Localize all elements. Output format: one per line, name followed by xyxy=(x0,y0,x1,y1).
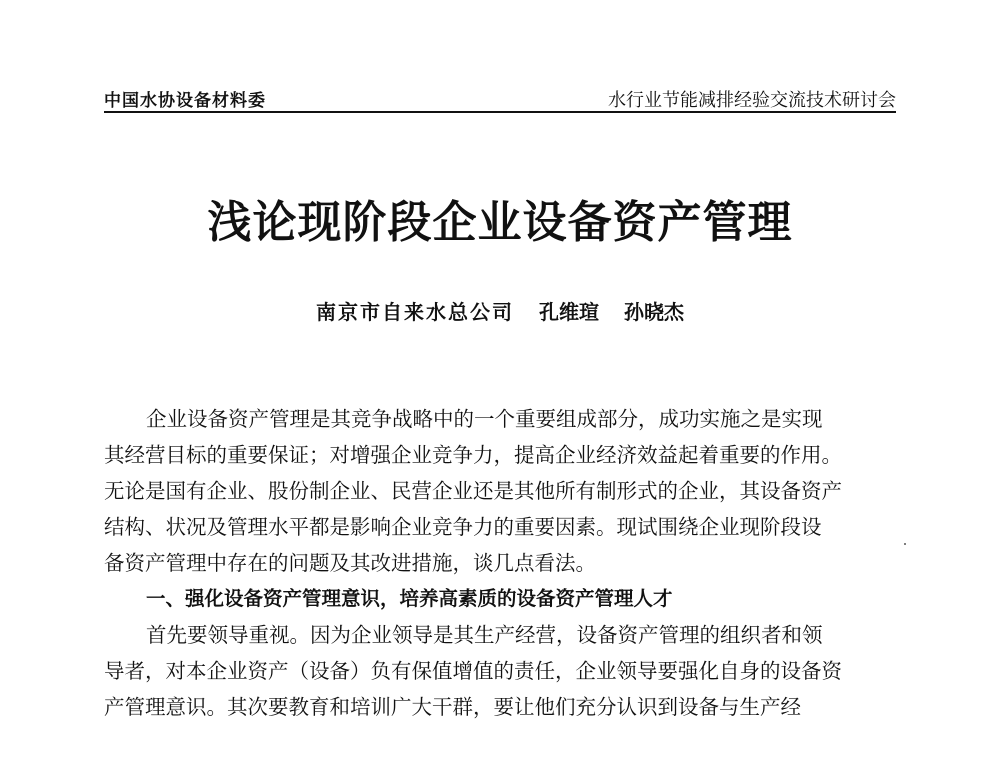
paragraph-line: 无论是国有企业、股份制企业、民营企业还是其他所有制形式的企业，其设备资产 xyxy=(104,479,842,503)
author-name: 孙晓杰 xyxy=(623,300,684,324)
body-text xyxy=(104,401,896,725)
header-conference: 水行业节能减排经验交流技术研讨会 xyxy=(608,90,896,111)
paragraph-line: 备资产管理中存在的问题及其改进措施，谈几点看法。 xyxy=(104,551,596,575)
scan-artifact xyxy=(904,543,906,545)
byline xyxy=(0,296,1000,325)
paragraph-line: 产管理意识。其次要教育和培训广大干群，要让他们充分认识到设备与生产经 xyxy=(104,695,801,719)
paragraph-line: 企业设备资产管理是其竞争战略中的一个重要组成部分，成功实施之是实现 xyxy=(146,407,823,431)
paper-title: 浅论现阶段企业设备资产管理 xyxy=(207,197,793,248)
author-affiliation: 南京市自来水总公司 xyxy=(316,300,515,324)
header-rule xyxy=(104,111,896,113)
author-name: 孔维瑄 xyxy=(539,300,599,324)
paragraph-line: 首先要领导重视。因为企业领导是其生产经营，设备资产管理的组织者和领 xyxy=(146,623,823,647)
paragraph-line: 其经营目标的重要保证；对增强企业竞争力，提高企业经济效益起着重要的作用。 xyxy=(104,443,842,467)
header-organization: 中国水协设备材料委 xyxy=(104,91,266,111)
running-header xyxy=(104,84,896,114)
paragraph-line: 导者，对本企业资产（设备）负有保值增值的责任，企业领导要强化自身的设备资 xyxy=(104,659,842,683)
paragraph-line: 结构、状况及管理水平都是影响企业竞争力的重要因素。现试围绕企业现阶段设 xyxy=(104,515,822,539)
section-heading: 一、强化设备资产管理意识，培养高素质的设备资产管理人才 xyxy=(146,587,673,610)
